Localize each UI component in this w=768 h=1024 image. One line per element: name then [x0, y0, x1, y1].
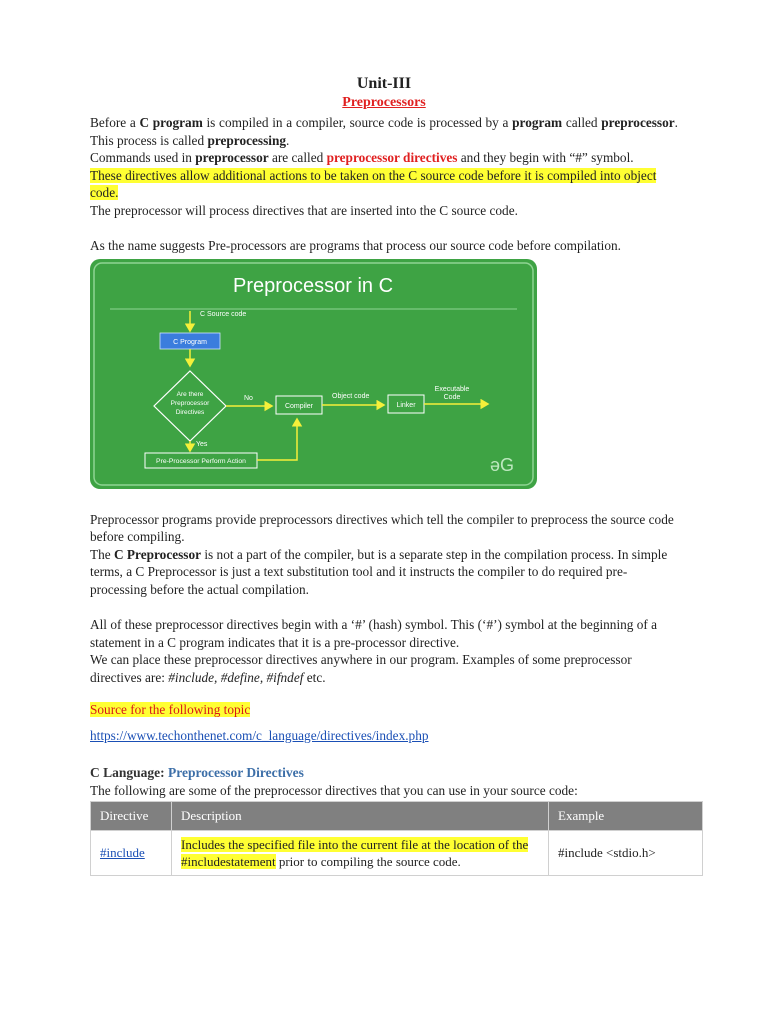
intro-paragraph-2: Commands used in preprocessor are called preprocessor directives and they begin with “#” symbol. — [90, 150, 634, 165]
source-label: Source for the following topic — [90, 702, 251, 717]
decision-line-3: Directives — [175, 408, 205, 416]
label-object-code: Object code — [332, 392, 370, 400]
unit-title: Unit-III — [356, 75, 412, 92]
intro-highlight: These directives allow additional actions to be taken on the C source code before it is compiled into object code. — [90, 167, 657, 200]
body-paragraph-9: We can place these preprocessor directives anywhere in our program. Examples of some preprocessor directives are: #include, #define, #ifndef etc. — [90, 652, 632, 685]
directive-link[interactable]: #include — [100, 845, 145, 860]
topic-subtitle: Preprocessors — [342, 95, 426, 110]
source-link-line — [90, 727, 678, 745]
cell-example: #include <stdio.h> — [549, 830, 703, 875]
body-paragraph-6: Preprocessor programs provide preprocessors directives which tell the compiler to preprocess the source code before compiling. — [90, 511, 674, 544]
source-link[interactable]: https://www.techonthenet.com/c_language/directives/index.php — [90, 727, 429, 743]
section-heading: C Language: Preprocessor Directives — [90, 765, 304, 780]
intro-paragraph-5: As the name suggests Pre-processors are programs that process our source code before compilation. — [90, 238, 621, 253]
header-example: Example — [549, 802, 703, 831]
header-directive: Directive — [91, 802, 172, 831]
decision-line-2: Preprocessor — [170, 399, 210, 407]
label-linker: Linker — [396, 401, 416, 409]
arrow-action-to-compiler — [257, 419, 297, 460]
preprocessor-diagram — [90, 259, 537, 489]
directives-table — [90, 801, 703, 876]
document-page — [90, 74, 678, 876]
body-paragraph-7: The C Preprocessor is not a part of the compiler, but is a separate step in the compilation process. In simple terms, a C Preprocessor is just a text substitution tool and it instructs the compiler to do required pre-processing before the actual compilation. — [90, 546, 668, 597]
diagram-title: Preprocessor in C — [233, 274, 394, 297]
decision-line-1: Are there — [176, 390, 204, 398]
intro-paragraph-1: Before a C program is compiled in a compiler, source code is processed by a program called preprocessor. This process is called preprocessing. — [90, 115, 678, 148]
intro-paragraph-4: The preprocessor will process directives that are inserted into the C source code. — [90, 202, 518, 218]
label-executable-2: Code — [443, 393, 461, 401]
section-lead: The following are some of the preprocessor directives that you can use in your source code: — [90, 782, 578, 798]
header-description: Description — [172, 802, 549, 831]
table-row — [91, 830, 703, 875]
label-compiler: Compiler — [284, 402, 314, 410]
diagram-svg — [90, 259, 537, 489]
label-c-program: C Program — [173, 338, 207, 346]
body-paragraph-8: All of these preprocessor directives begin with a ‘#’ (hash) symbol. This (‘#’) symbol at the beginning of a statement in a C program indicates that it is a pre-processor directive. — [90, 617, 658, 650]
label-no: No — [244, 394, 253, 402]
label-executable-1: Executable — [434, 385, 470, 393]
label-source: C Source code — [200, 310, 247, 318]
table-header-row — [91, 802, 703, 831]
cell-description: Includes the specified file into the current file at the location of the #includestatement prior to compiling the source code. — [172, 830, 549, 875]
gfg-logo: əG — [490, 454, 515, 475]
cell-directive — [91, 830, 172, 875]
label-yes: Yes — [196, 440, 208, 448]
label-action: Pre-Processor Perform Action — [156, 457, 246, 465]
